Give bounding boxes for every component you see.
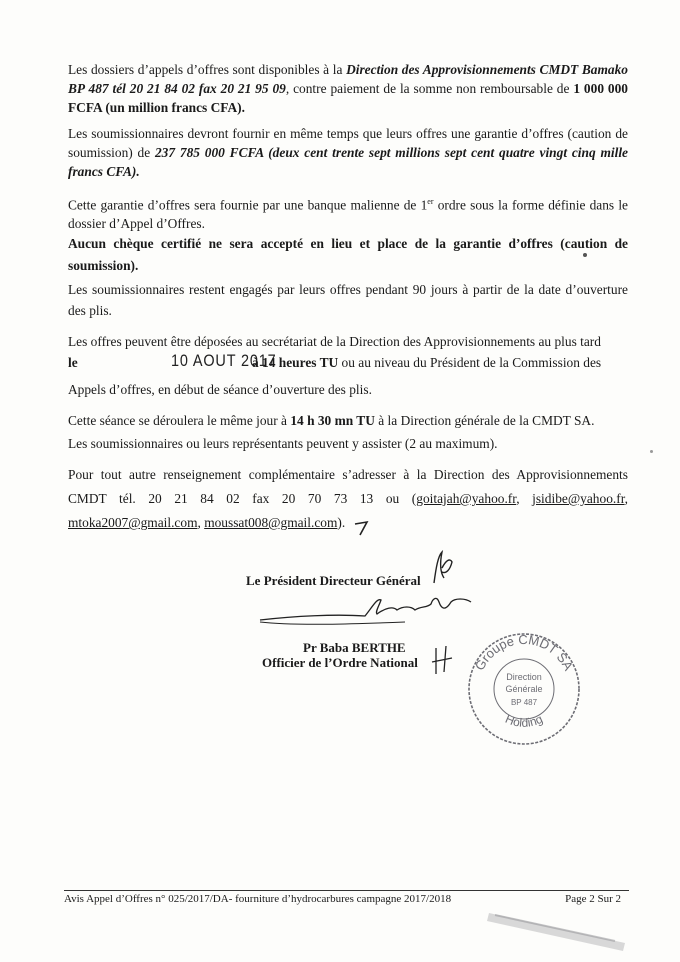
text: ou au niveau du Président de la Commission des (338, 355, 602, 370)
text: le (68, 355, 78, 370)
seal-text: BP 487 (510, 698, 538, 707)
handwritten-signature-icon (255, 592, 475, 628)
text: Les dossiers d’appels d’offres sont disponibles à la (68, 62, 347, 77)
paragraph-depot (68, 332, 628, 351)
text: à la Direction générale de la CMDT SA. (374, 413, 595, 428)
paragraph-banque (68, 192, 628, 233)
email-link[interactable]: moussat008@gmail.com (204, 515, 338, 530)
separator: , (516, 491, 533, 506)
handwritten-mark-icon (352, 518, 372, 538)
footer-reference: Avis Appel d’Offres n° 025/2017/DA- fourniture d’hydrocarbures campagne 2017/2018 (64, 893, 452, 905)
svg-text:Groupe CMDT SA (472, 632, 577, 673)
paragraph-depot-end (68, 380, 628, 399)
separator: , (624, 491, 628, 506)
deadline-time: à 14 heures TU (252, 355, 339, 370)
session-time: 14 h 30 mn TU (290, 413, 375, 428)
paragraph-dossiers (68, 60, 628, 117)
date-stamp: 10 AOUT 2017 (171, 351, 277, 370)
cheque-warning: Aucun chèque certifié ne sera accepté en lieu et place de la garantie d’offres (caution de soumission). (68, 236, 628, 273)
text: Les soumissionnaires restent engagés par leurs offres pendant 90 jours à partir de la date d’ouverture des plis. (68, 282, 628, 318)
text: , contre paiement de la somme non remboursable de (285, 81, 574, 96)
email-link[interactable]: goitajah@yahoo.fr (416, 491, 517, 506)
company-seal (465, 630, 583, 753)
separator: , (197, 515, 205, 530)
text: Les offres peuvent être déposées au secrétariat de la Direction des Approvisionnements au plus tard (68, 334, 601, 349)
signatory-honor: Officier de l’Ordre National (262, 655, 418, 670)
text: ). (337, 515, 346, 530)
email-link[interactable]: mtoka2007@gmail.com (68, 515, 198, 530)
guarantee-amount: 237 785 000 FCFA (deux cent trente sept millions sept cent quatre vingt cinq mille francs CFA). (68, 145, 628, 179)
scan-smudge (485, 905, 635, 955)
paragraph-seance (68, 409, 628, 455)
text: Les soumissionnaires ou leurs représentants peuvent y assister (2 au maximum). (68, 436, 498, 451)
paragraph-garantie (68, 124, 628, 181)
text: Cette séance se déroulera le même jour à (68, 413, 291, 428)
superscript: er (427, 197, 434, 206)
stray-dot (583, 253, 587, 257)
direction-address: Direction des Approvisionnements CMDT Bamako BP 487 tél 20 21 84 02 fax 20 21 95 09 (68, 62, 628, 96)
seal-text: Générale (505, 684, 543, 694)
text: Les soumissionnaires devront fournir en même temps que leurs offres une garantie d’offres (caution de soumission) de (68, 126, 628, 160)
text: Pour tout autre renseignement complémentaire s’adresser à la Direction des Approvisionnements CMDT tél. 20 21 84 02 fax 20 70 73 13 ou ( (68, 467, 628, 506)
page-footer (64, 890, 629, 905)
paragraph-cheque (68, 233, 628, 277)
svg-text:Holding (503, 712, 545, 730)
paragraph-engagement (68, 279, 628, 321)
text: Appels d’offres, en début de séance d’ouverture des plis. (68, 382, 372, 397)
initials-icon (428, 548, 458, 588)
fee-amount: 1 000 000 FCFA (un million francs CFA). (68, 81, 628, 115)
seal-bottom-text: Holding (503, 711, 545, 730)
signatory-title: Le Président Directeur Général (246, 573, 421, 588)
seal-top-text: Groupe CMDT SA (471, 631, 577, 673)
deadline-line (68, 351, 628, 377)
paragraph-contact (68, 463, 628, 535)
stray-dot (650, 450, 653, 453)
signatory-name: Pr Baba BERTHE (303, 640, 406, 655)
seal-text: Direction (506, 672, 542, 682)
page-number: Page 2 Sur 2 (565, 893, 621, 905)
email-link[interactable]: jsidibe@yahoo.fr (532, 491, 625, 506)
text: ordre sous la forme définie dans le dossier d’Appel d’Offres. (68, 197, 628, 232)
text: Cette garantie d’offres sera fournie par une banque malienne de 1 (68, 197, 428, 213)
handwritten-mark-icon (430, 644, 456, 678)
